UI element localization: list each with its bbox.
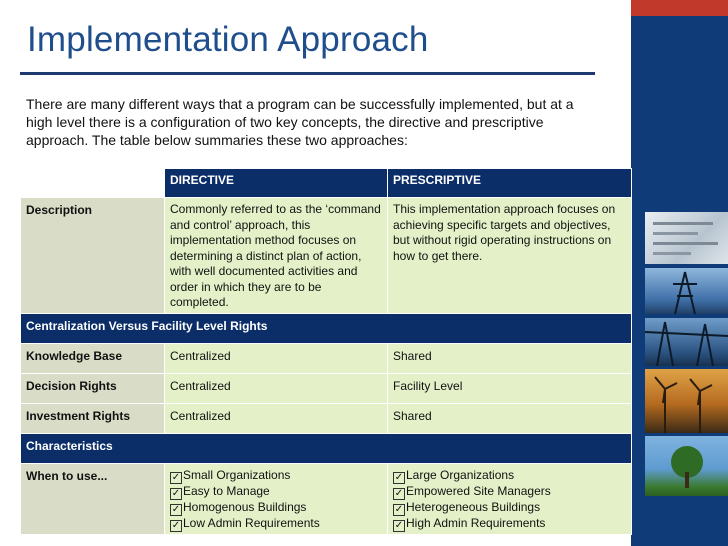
section-title-rights: Centralization Versus Facility Level Rights bbox=[21, 314, 632, 344]
list-item bbox=[170, 468, 382, 484]
list-item-text: Empowered Site Managers bbox=[406, 484, 551, 498]
cell-directive: Centralized bbox=[165, 374, 388, 404]
table-row bbox=[21, 404, 632, 434]
list-item-text: Easy to Manage bbox=[183, 484, 270, 498]
checkbox-checked-icon: ✓ bbox=[394, 472, 404, 483]
wind-turbines-photo bbox=[645, 369, 728, 433]
description-directive: Commonly referred to as the ‘command and control’ approach, this implementation method focuses on determining a distinct plan of action, with well documented activities and order in which they are to be completed. bbox=[165, 198, 388, 314]
list-item bbox=[393, 468, 626, 484]
document-photo bbox=[645, 212, 728, 264]
list-item bbox=[393, 516, 626, 532]
list-item-text: Homogenous Buildings bbox=[183, 500, 307, 514]
row-label-when: When to use... bbox=[21, 464, 165, 535]
list-item bbox=[170, 516, 382, 532]
cell-directive: Centralized bbox=[165, 344, 388, 374]
strip-accent-band bbox=[631, 0, 728, 16]
cell-prescriptive: Facility Level bbox=[388, 374, 632, 404]
list-item-text: Large Organizations bbox=[406, 468, 515, 482]
list-item-text: Small Organizations bbox=[183, 468, 291, 482]
row-label: Decision Rights bbox=[21, 374, 165, 404]
list-item bbox=[170, 500, 382, 516]
checkbox-checked-icon: ✓ bbox=[394, 488, 404, 499]
section-row-characteristics bbox=[21, 434, 632, 464]
checkbox-checked-icon: ✓ bbox=[394, 504, 404, 515]
section-title-characteristics: Characteristics bbox=[21, 434, 632, 464]
row-label: Investment Rights bbox=[21, 404, 165, 434]
header-directive: DIRECTIVE bbox=[165, 169, 388, 198]
list-item-text: Heterogeneous Buildings bbox=[406, 500, 541, 514]
table-row bbox=[21, 344, 632, 374]
table-row bbox=[21, 198, 632, 314]
checkbox-checked-icon: ✓ bbox=[171, 504, 181, 515]
description-prescriptive: This implementation approach focuses on achieving specific targets and objectives, but without rigid operating instructions on how to get there. bbox=[388, 198, 632, 314]
list-item bbox=[170, 484, 382, 500]
table-row bbox=[21, 374, 632, 404]
checkbox-checked-icon: ✓ bbox=[394, 520, 404, 531]
power-tower-photo bbox=[645, 268, 728, 314]
cell-directive: Centralized bbox=[165, 404, 388, 434]
table-row bbox=[21, 464, 632, 535]
power-lines-photo bbox=[645, 318, 728, 366]
when-directive-list bbox=[165, 464, 388, 535]
tree-photo bbox=[645, 436, 728, 496]
cell-prescriptive: Shared bbox=[388, 404, 632, 434]
checkbox-checked-icon: ✓ bbox=[171, 520, 181, 531]
row-label-description: Description bbox=[21, 198, 165, 314]
decorative-photo-strip bbox=[631, 0, 728, 546]
approach-comparison-table bbox=[20, 168, 632, 535]
checkbox-checked-icon: ✓ bbox=[171, 472, 181, 483]
header-prescriptive: PRESCRIPTIVE bbox=[388, 169, 632, 198]
list-item bbox=[393, 484, 626, 500]
checkbox-checked-icon: ✓ bbox=[171, 488, 181, 499]
intro-paragraph: There are many different ways that a program can be successfully implemented, but at a high level there is a configuration of two key concepts, the directive and prescriptive approach. The table below summaries these two approaches: bbox=[26, 96, 574, 148]
slide-title: Implementation Approach bbox=[27, 20, 429, 59]
header-empty-cell bbox=[21, 169, 165, 198]
list-item-text: Low Admin Requirements bbox=[183, 516, 320, 530]
title-underline bbox=[20, 72, 595, 75]
cell-prescriptive: Shared bbox=[388, 344, 632, 374]
list-item-text: High Admin Requirements bbox=[406, 516, 546, 530]
table-header-row bbox=[21, 169, 632, 198]
section-row-rights bbox=[21, 314, 632, 344]
when-prescriptive-list bbox=[388, 464, 632, 535]
list-item bbox=[393, 500, 626, 516]
row-label: Knowledge Base bbox=[21, 344, 165, 374]
